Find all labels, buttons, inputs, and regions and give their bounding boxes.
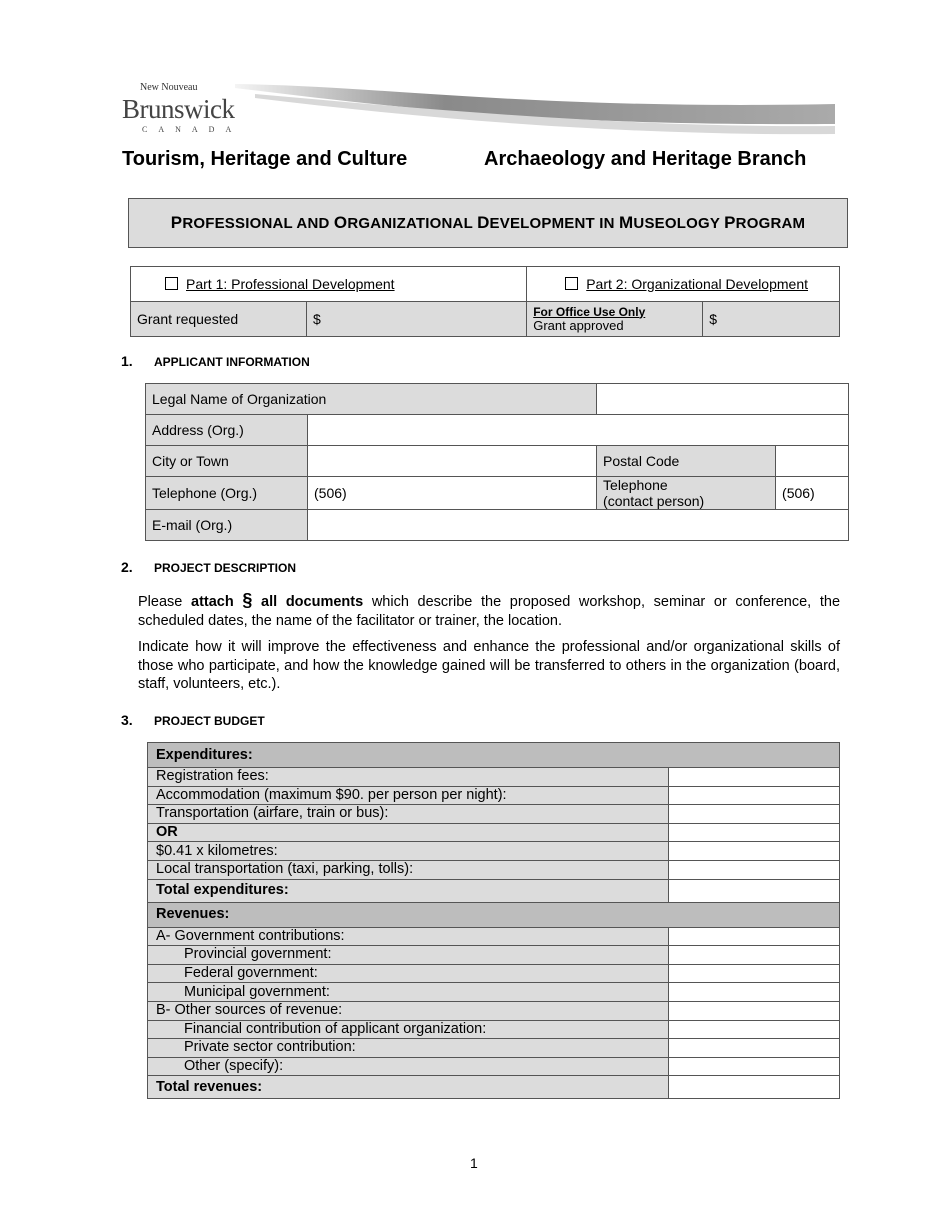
p1-please: Please [138,594,191,610]
logo-sub-text: CANADA [142,125,243,134]
title-w4-initial: M [619,213,634,232]
total-revenues-label: Total revenues: [148,1076,669,1099]
branch-title: Archaeology and Heritage Branch [484,148,807,170]
part1-checkbox[interactable] [165,277,178,290]
grant-requested-currency: $ [313,311,321,327]
private-sector-label: Private sector contribution: [148,1039,669,1058]
gov-contrib-amount[interactable] [669,927,840,946]
project-description-text [138,590,841,694]
grant-approved-label: Grant approved [533,317,624,333]
or-label: OR [148,823,669,842]
section1-number: 1. [121,353,133,369]
financial-contrib-amount[interactable] [669,1020,840,1039]
table-row [148,805,840,824]
email-field[interactable] [308,510,849,541]
local-transport-amount[interactable] [669,860,840,879]
postal-code-field[interactable] [776,446,849,477]
telephone-org-field[interactable] [308,477,597,510]
description-paragraph-1 [138,590,841,630]
revenues-header: Revenues: [148,902,840,927]
part2-label: Part 2: Organizational Development [586,276,809,292]
gov-contrib-label: A- Government contributions: [148,927,669,946]
table-row [148,983,840,1002]
address-field[interactable] [308,415,849,446]
financial-contrib-label: Financial contribution of applicant organization: [148,1020,669,1039]
postal-code-label: Postal Code [597,446,776,477]
table-row [148,1020,840,1039]
project-budget-table [147,742,840,1099]
telephone-contact-label [597,477,776,510]
table-row [148,768,840,787]
table-row [148,786,840,805]
city-field[interactable] [308,446,597,477]
legal-name-field[interactable] [597,384,849,415]
expenditures-header: Expenditures: [148,743,840,768]
telephone-contact-field[interactable] [776,477,849,510]
kilometres-amount[interactable] [669,842,840,861]
registration-amount[interactable] [669,768,840,787]
p1-rest: which describe the proposed workshop, seminar or conference, the scheduled dates, the name of the facilitator or trainer, the location. [138,594,841,629]
other-specify-label: Other (specify): [148,1057,669,1076]
local-transport-label: Local transportation (taxi, parking, tolls): [148,860,669,879]
provincial-label: Provincial government: [148,946,669,965]
other-sources-amount[interactable] [669,1001,840,1020]
part1-cell [131,267,527,302]
telephone-contact-label-2: (contact person) [603,493,705,509]
table-row [148,1057,840,1076]
total-expenditures-amount[interactable] [669,879,840,902]
title-w2-rest: RGANIZATIONAL [347,215,478,232]
program-parts-table [130,266,840,337]
total-revenues-amount[interactable] [669,1076,840,1099]
federal-label: Federal government: [148,964,669,983]
provincial-amount[interactable] [669,946,840,965]
legal-name-label: Legal Name of Organization [146,384,597,415]
table-row [148,823,840,842]
telephone-org-label: Telephone (Org.) [146,477,308,510]
telephone-org-value: (506) [314,485,347,501]
title-w1-rest: ROFESSIONAL AND [182,215,334,232]
kilometres-label: $0.41 x kilometres: [148,842,669,861]
municipal-amount[interactable] [669,983,840,1002]
registration-label: Registration fees: [148,768,669,787]
section3-number: 3. [121,712,133,728]
description-paragraph-2: Indicate how it will improve the effectiveness and enhance the professional and/or organizational skills of those who participate, and how the knowledge gained will be transferred to others in the organization (board, staff, volunteers, etc.). [138,639,840,692]
part2-cell [527,267,840,302]
header-swoosh-graphic [235,80,835,140]
grant-requested-field[interactable] [307,302,527,337]
accommodation-amount[interactable] [669,786,840,805]
section2-title: PROJECT DESCRIPTION [154,561,297,575]
grant-approved-currency: $ [709,311,718,327]
paperclip-icon: § [242,590,253,610]
grant-requested-label: Grant requested [131,302,307,337]
transportation-amount[interactable] [669,805,840,824]
title-w1-initial: P [170,213,183,232]
transportation-label: Transportation (airfare, train or bus): [148,805,669,824]
program-title [128,198,848,248]
office-use-title: For Office Use Only [533,304,646,319]
table-row [148,1076,840,1099]
table-row [148,842,840,861]
federal-amount[interactable] [669,964,840,983]
table-row [148,927,840,946]
p1-attach: attach [191,594,234,610]
table-row [148,879,840,902]
logo-top-text: New Nouveau [140,82,198,93]
other-specify-amount[interactable] [669,1057,840,1076]
telephone-contact-label-1: Telephone [603,477,668,493]
title-w3-initial: D [477,213,490,232]
page-number: 1 [470,1155,478,1171]
email-label: E-mail (Org.) [146,510,308,541]
applicant-info-table [145,383,849,541]
table-row [148,964,840,983]
title-w2-initial: O [333,213,348,232]
municipal-label: Municipal government: [148,983,669,1002]
or-amount[interactable] [669,823,840,842]
telephone-contact-value: (506) [782,485,815,501]
office-use-cell [527,302,703,337]
table-row [148,946,840,965]
grant-approved-field[interactable] [703,302,840,337]
part2-checkbox[interactable] [565,277,578,290]
other-sources-label: B- Other sources of revenue: [148,1001,669,1020]
total-expenditures-label: Total expenditures: [148,879,669,902]
city-label: City or Town [146,446,308,477]
table-row [148,1039,840,1058]
section1-title: APPLICANT INFORMATION [154,355,310,369]
section3-title: PROJECT BUDGET [154,714,265,728]
private-sector-amount[interactable] [669,1039,840,1058]
address-label: Address (Org.) [146,415,308,446]
title-w5-initial: P [724,213,736,232]
part1-label: Part 1: Professional Development [186,276,395,292]
department-title: Tourism, Heritage and Culture [122,148,408,170]
title-w5-rest: ROGRAM [735,215,806,232]
title-w3-rest: EVELOPMENT IN [489,215,620,232]
table-row [148,1001,840,1020]
p1-all-docs: all documents [252,594,364,610]
accommodation-label: Accommodation (maximum $90. per person per night): [148,786,669,805]
title-w4-rest: USEOLOGY [633,215,725,232]
section2-number: 2. [121,559,133,575]
table-row [148,860,840,879]
logo-main-text: Brunswick [122,94,235,124]
